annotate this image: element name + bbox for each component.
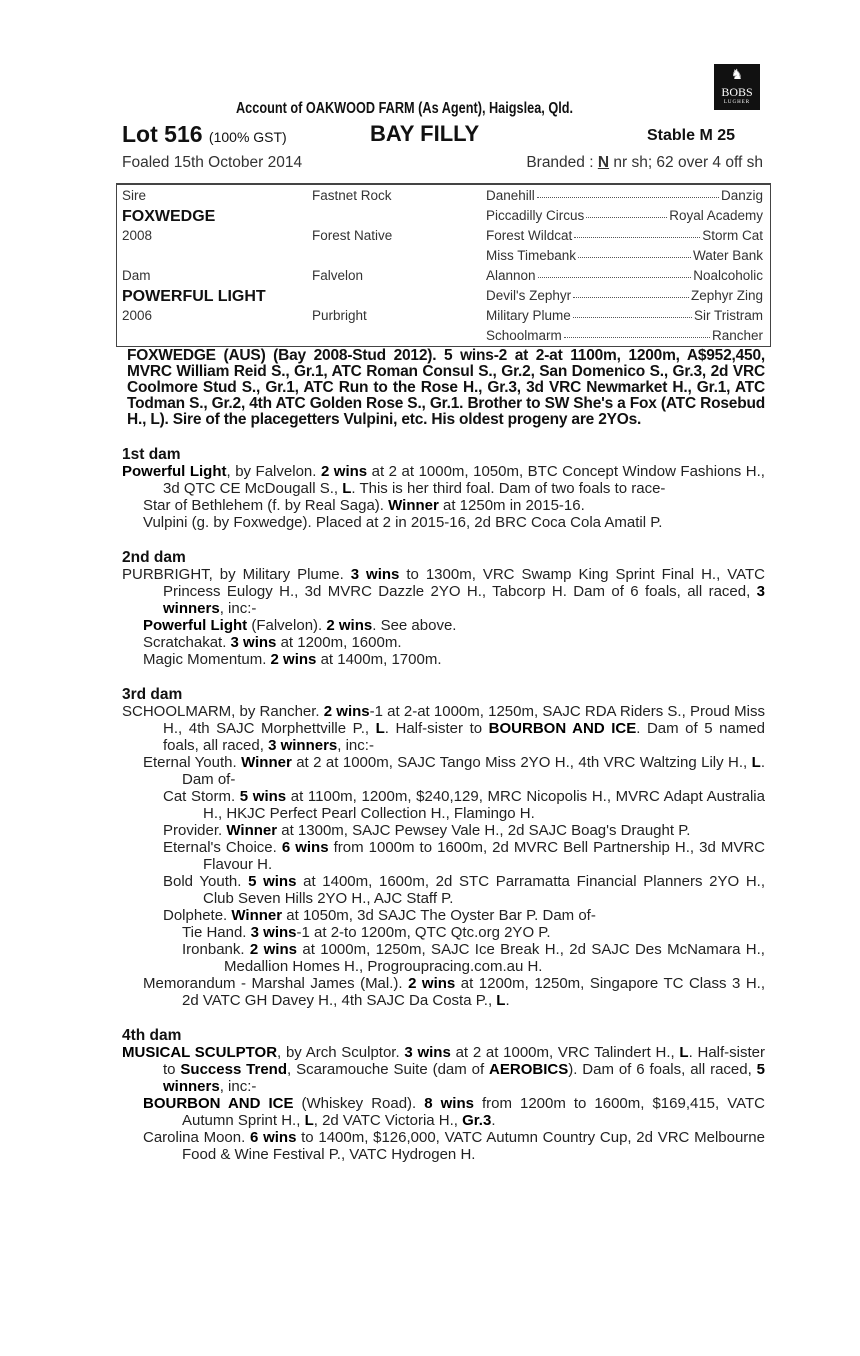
pedigree-col3 — [486, 308, 763, 323]
ancestor-right: Zephyr Zing — [690, 288, 763, 303]
bold-text: 3 winners — [163, 583, 765, 617]
pedigree-col3 — [486, 208, 763, 223]
brand-suffix: nr sh; 62 over 4 off sh — [613, 154, 763, 171]
entry-text: , by Falvelon. — [226, 463, 321, 480]
pedigree-entry — [122, 788, 765, 822]
brand-mark: N — [597, 154, 610, 171]
section-heading: 3rd dam — [122, 686, 183, 703]
entry-text: , inc:- — [337, 737, 374, 754]
bold-text: 2 wins — [249, 941, 297, 958]
entry-text: , Scaramouche Suite (dam of — [287, 1061, 490, 1078]
ancestor-right: Storm Cat — [702, 228, 763, 243]
pedigree-entry — [122, 651, 765, 668]
pedigree-entry — [122, 514, 765, 531]
entry-text: from 1000m to 1600m, 2d MVRC Bell Partnership H., 3d MVRC Flavour H. — [203, 839, 765, 873]
dot-leader — [578, 248, 691, 258]
entry-text: Cat Storm. — [163, 788, 240, 805]
bold-text: 2 wins — [323, 703, 370, 720]
entry-text: . Half-sister to — [163, 1044, 766, 1078]
bold-text: L — [342, 480, 352, 497]
pedigree-col1: 2008 — [122, 228, 153, 243]
entry-text: at 2 at 1000m, VRC Talindert H., — [450, 1044, 680, 1061]
entry-text: PURBRIGHT, by Military Plume. — [122, 566, 351, 583]
entry-text: (Falvelon). — [247, 617, 327, 634]
entry-text: at 2 at 1000m, 1050m, BTC Concept Window Fashions H., 3d QTC CE McDougall S., — [163, 463, 765, 497]
bold-text: 5 wins — [239, 788, 287, 805]
bold-text: AEROBICS — [489, 1061, 569, 1078]
entry-text: Magic Momentum. — [143, 651, 271, 668]
horse-description: BAY FILLY — [370, 121, 480, 146]
pedigree-entry — [122, 703, 765, 754]
pedigree-col1: 2006 — [122, 308, 153, 323]
entry-text: . Half-sister to — [384, 720, 489, 737]
pedigree-row — [117, 288, 770, 308]
bold-text: 2 wins — [270, 651, 317, 668]
bold-text: 2 wins — [408, 975, 456, 992]
bold-text: Winner — [388, 497, 439, 514]
bold-text: 6 wins — [250, 1129, 297, 1146]
pedigree-row — [117, 268, 770, 288]
entry-text: . Dam of 5 named foals, all raced, — [163, 720, 766, 754]
entry-text: Star of Bethlehem (f. by Real Saga). — [143, 497, 389, 514]
pedigree-entry — [122, 1044, 765, 1095]
pedigree-row — [117, 308, 770, 328]
entry-text: . — [491, 1112, 496, 1129]
pedigree-entry — [122, 634, 765, 651]
horse-icon: ♞ — [730, 68, 744, 83]
dot-leader — [573, 308, 692, 318]
lot-label: Lot 516 — [122, 121, 203, 147]
pedigree-entry — [122, 941, 765, 975]
pedigree-col1: FOXWEDGE — [122, 208, 216, 225]
entry-text: Carolina Moon. — [143, 1129, 250, 1146]
dot-leader — [573, 288, 689, 298]
pedigree-entry — [122, 924, 765, 941]
ancestor-right: Rancher — [711, 328, 763, 343]
bold-text: MUSICAL SCULPTOR — [122, 1044, 278, 1061]
bold-text: BOURBON AND ICE — [488, 720, 637, 737]
entry-text: . — [505, 992, 510, 1009]
pedigree-entry — [122, 873, 765, 907]
bold-text: 2 wins — [320, 463, 368, 480]
bold-text: 3 wins — [350, 566, 400, 583]
pedigree-col1: Sire — [122, 188, 147, 203]
dot-leader — [574, 228, 700, 238]
entry-text: at 1200m, 1250m, Singapore TC Class 3 H., 2d VATC GH Davey H., 4th SAJC Da Costa P., — [182, 975, 765, 1009]
pedigree-col3 — [486, 288, 763, 303]
pedigree-col1: Dam — [122, 268, 151, 283]
ancestor-right: Danzig — [720, 188, 763, 203]
pedigree-entry — [122, 1095, 765, 1129]
ancestor-right: Water Bank — [692, 248, 763, 263]
gst-note: (100% GST) — [208, 129, 287, 145]
bold-text: 3 wins — [230, 634, 277, 651]
bold-text: 5 wins — [248, 873, 297, 890]
ancestor-left: Miss Timebank — [486, 248, 577, 263]
dot-leader — [564, 328, 710, 338]
ancestor-right: Sir Tristram — [694, 308, 763, 323]
bold-text: L — [375, 720, 385, 737]
pedigree-col3 — [486, 188, 763, 203]
pedigree-entry — [122, 463, 765, 497]
entry-text: at 1200m, 1600m. — [276, 634, 402, 651]
pedigree-table — [116, 183, 771, 347]
pedigree-entry — [122, 822, 765, 839]
entry-text: Tie Hand. — [182, 924, 251, 941]
bold-text: L — [679, 1044, 689, 1061]
entry-text: , by Arch Sculptor. — [277, 1044, 405, 1061]
dot-leader — [586, 208, 667, 218]
stable-location: Stable M 25 — [647, 127, 736, 144]
pedigree-col2: Forest Native — [312, 228, 393, 243]
pedigree-entry — [122, 754, 765, 788]
bold-text: L — [496, 992, 506, 1009]
entry-text: at 1000m, 1250m, SAJC Ice Break H., 2d SAJC Des McNamara H., Medallion Homes H., Progroupracing.com.au H. — [224, 941, 765, 975]
entry-text: Vulpini (g. by Foxwedge). Placed at 2 in 2015-16, 2d BRC Coca Cola Amatil P. — [143, 514, 663, 531]
ancestor-left: Schoolmarm — [486, 328, 562, 343]
pedigree-row — [117, 188, 770, 208]
entry-text: Bold Youth. — [163, 873, 249, 890]
entry-text: , inc:- — [219, 600, 257, 617]
entry-text: from 1200m to 1600m, $169,415, VATC Autumn Sprint H., — [182, 1095, 765, 1129]
logo-subtext: LUGHER — [723, 100, 751, 105]
pedigree-row — [117, 228, 770, 248]
pedigree-col2: Fastnet Rock — [312, 188, 392, 203]
pedigree-row — [117, 208, 770, 228]
pedigree-entry — [122, 497, 765, 514]
section-heading: 4th dam — [122, 1027, 182, 1044]
logo-text: BOBS — [721, 85, 753, 99]
foaled-date: Foaled 15th October 2014 — [122, 154, 303, 171]
pedigree-entry — [122, 907, 765, 924]
entry-text: at 1400m, 1600m, 2d STC Parramatta Financial Planners 2YO H., Club Seven Hills 2YO H., AJC Staff P. — [203, 873, 765, 907]
pedigree-row — [117, 328, 770, 348]
vendor-line: Account of OAKWOOD FARM (As Agent), Haigslea, Qld. — [236, 100, 574, 117]
bold-text: 3 wins — [404, 1044, 451, 1061]
section-heading: 1st dam — [122, 446, 181, 463]
pedigree-entry — [122, 839, 765, 873]
pedigree-entry — [122, 566, 765, 617]
ancestor-right: Noalcoholic — [693, 268, 763, 283]
bobs-logo — [714, 64, 760, 110]
entry-text: , 2d VATC Victoria H., — [313, 1112, 463, 1129]
pedigree-col2: Falvelon — [312, 268, 364, 283]
bold-text: 8 wins — [424, 1095, 474, 1112]
entry-text: Eternal Youth. — [143, 754, 242, 771]
bold-text: 3 wins — [250, 924, 297, 941]
entry-text: Dolphete. — [163, 907, 232, 924]
entry-text: -1 at 2-at 1000m, 1250m, SAJC RDA Riders S., Proud Miss H., 4th SAJC Morphettville P., — [163, 703, 765, 737]
entry-text: Provider. — [163, 822, 227, 839]
entry-text: . Dam of- — [182, 754, 765, 788]
bold-text: Winner — [241, 754, 292, 771]
entry-text: Ironbank. — [182, 941, 250, 958]
brand-info — [526, 154, 763, 172]
pedigree-col3 — [486, 248, 763, 263]
entry-text: at 1400m, 1700m. — [316, 651, 442, 668]
bold-text: 6 wins — [281, 839, 329, 856]
entry-text: -1 at 2-to 1200m, QTC Qtc.org 2YO P. — [296, 924, 551, 941]
entry-text: SCHOOLMARM, by Rancher. — [122, 703, 324, 720]
bold-text: Success Trend — [180, 1061, 288, 1078]
ancestor-left: Piccadilly Circus — [486, 208, 585, 223]
pedigree-col3 — [486, 328, 763, 343]
ancestor-left: Alannon — [486, 268, 536, 283]
ancestor-left: Forest Wildcat — [486, 228, 573, 243]
entry-text: ). Dam of 6 foals, all raced, — [568, 1061, 757, 1078]
pedigree-col2: Purbright — [312, 308, 367, 323]
catalogue-body — [122, 348, 765, 1163]
entry-text: to 1300m, VRC Swamp King Sprint Final H., VATC Princess Eulogy H., 3d MVRC Dazzle 2YO H., Tabcorp H. Dam of 6 foals, all raced, — [163, 566, 765, 600]
bold-text: Winner — [226, 822, 278, 839]
bold-text: 3 winners — [268, 737, 338, 754]
entry-text: at 2 at 1000m, SAJC Tango Miss 2YO H., 4th VRC Waltzing Lily H., — [291, 754, 752, 771]
ancestor-left: Devil's Zephyr — [486, 288, 572, 303]
bold-text: Gr.3 — [462, 1112, 492, 1129]
entry-text: at 1250m in 2015-16. — [438, 497, 585, 514]
entry-text: Memorandum - Marshal James (Mal.). — [143, 975, 409, 992]
pedigree-col3 — [486, 268, 763, 283]
bold-text: Powerful Light — [122, 463, 227, 480]
dot-leader — [537, 188, 719, 198]
sire-summary: FOXWEDGE (AUS) (Bay 2008-Stud 2012). 5 wins-2 at 2-at 1100m, 1200m, A$952,450, MVRC William Reid S., Gr.1, ATC Roman Consul S., Gr.2, San Domenico S., Gr.3, 2d VRC Coolmore Stud S., Gr.1, ATC Run to the Rose H., Gr.3, 3d VRC Newmarket H., Gr.1, ATC Todman S., Gr.2, 4th ATC Golden Rose S., Gr.1. Brother to SW She's a Fox (ATC Rosebud H., L). Sire of the placegetters Vulpini, etc. His oldest progeny are 2YOs. — [127, 347, 765, 428]
ancestor-left: Military Plume — [486, 308, 571, 323]
entry-text: at 1050m, 3d SAJC The Oyster Bar P. Dam of- — [282, 907, 596, 924]
ancestor-right: Royal Academy — [669, 208, 763, 223]
bold-text: Powerful Light — [143, 617, 248, 634]
entry-text: . This is her third foal. Dam of two foals to race- — [351, 480, 666, 497]
bold-text: Winner — [231, 907, 283, 924]
pedigree-col3 — [486, 228, 763, 243]
bold-text: L — [304, 1112, 314, 1129]
entry-text: (Whiskey Road). — [293, 1095, 425, 1112]
entry-text: Eternal's Choice. — [163, 839, 282, 856]
pedigree-row — [117, 248, 770, 268]
bold-text: L — [751, 754, 761, 771]
dot-leader — [538, 268, 692, 278]
entry-text: at 1100m, 1200m, $240,129, MRC Nicopolis H., MVRC Adapt Australia H., HKJC Perfect Pearl Collection H., Flamingo H. — [203, 788, 765, 822]
entry-text: to 1400m, $126,000, VATC Autumn Country Cup, 2d VRC Melbourne Food & Wine Festival P., VATC Hydrogen H. — [182, 1129, 765, 1163]
bold-text: BOURBON AND ICE — [143, 1095, 294, 1112]
entry-text: , inc:- — [219, 1078, 257, 1095]
pedigree-entry — [122, 1129, 765, 1163]
bold-text: 2 wins — [326, 617, 373, 634]
ancestor-left: Danehill — [486, 188, 535, 203]
pedigree-col1: POWERFUL LIGHT — [122, 288, 266, 305]
brand-prefix: Branded : — [526, 154, 594, 171]
section-heading: 2nd dam — [122, 549, 186, 566]
bold-text: 5 winners — [163, 1061, 766, 1095]
pedigree-entry — [122, 617, 765, 634]
entry-text: Scratchakat. — [143, 634, 231, 651]
entry-text: at 1300m, SAJC Pewsey Vale H., 2d SAJC Boag's Draught P. — [277, 822, 691, 839]
pedigree-entry — [122, 975, 765, 1009]
entry-text: . See above. — [372, 617, 457, 634]
lot-number — [122, 121, 287, 148]
